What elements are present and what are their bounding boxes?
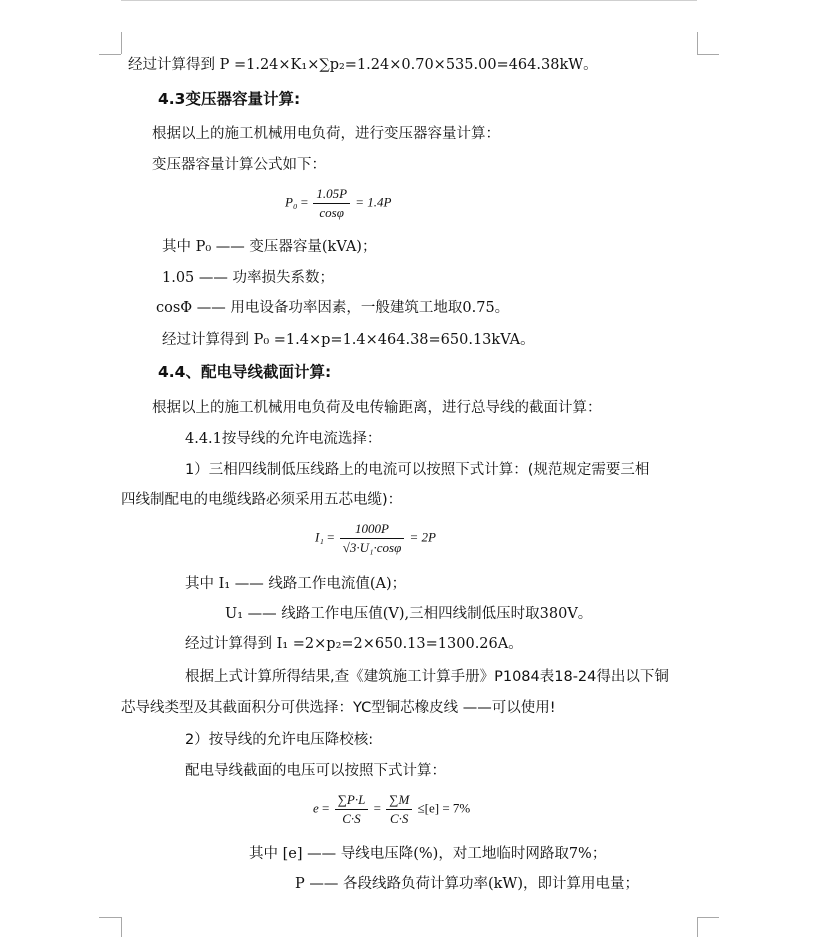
heading-4-4: 4.4、配电导线截面计算: bbox=[158, 363, 332, 381]
formula-fraction: $\frac{1.05P}{\cos\varphi}$ bbox=[313, 186, 350, 221]
crop-mark-bottom-left-v bbox=[121, 917, 122, 937]
crop-mark-top-left-v bbox=[121, 32, 122, 54]
crop-mark-top-left-h bbox=[99, 54, 121, 55]
formula-line-current: I₁ = $\frac{1000P}{\text{√3·U₁·cosφ}}$ = 2P bbox=[315, 521, 436, 555]
definition-loss-factor: 1.05 —— 功率损失系数； bbox=[162, 270, 335, 286]
formula-fraction: $\frac{\sum P\cdot L}{C\cdot S}$ bbox=[335, 792, 369, 827]
heading-4-3: 4.3变压器容量计算: bbox=[158, 90, 301, 108]
definition-e: 其中 [e] —— 导线电压降(%)，对工地临时网路取7%； bbox=[249, 846, 607, 862]
calc-result-p0: 经过计算得到 P₀ =1.4×p=1.4×464.38=650.13kVA。 bbox=[162, 332, 535, 348]
definition-p0: 其中 P₀ —— 变压器容量(kVA)； bbox=[162, 239, 377, 255]
page-top-edge bbox=[121, 0, 697, 1]
formula-transformer-capacity: P₀ = $\frac{1.05P}{\cos\varphi}$ = 1.4P bbox=[285, 186, 392, 220]
definition-u1: U₁ —— 线路工作电压值(V),三相四线制低压时取380V。 bbox=[225, 606, 593, 622]
crop-mark-bottom-left-h bbox=[99, 917, 121, 918]
definition-i1: 其中 I₁ —— 线路工作电流值(A)； bbox=[185, 576, 407, 592]
formula-fraction: $\frac{\sum M}{C\cdot S}$ bbox=[386, 792, 412, 827]
definition-cos-phi: cosΦ —— 用电设备功率因素，一般建筑工地取0.75。 bbox=[156, 300, 510, 316]
calc-result-p: 经过计算得到 P =1.24×K₁×∑p₂=1.24×0.70×535.00=464.38kW。 bbox=[128, 57, 598, 73]
crop-mark-bottom-right-v bbox=[697, 917, 698, 937]
formula-voltage-drop: e = $\frac{\sum P\cdot L}{C\cdot S}$ = $\frac{\sum M}{C\cdot S}$ ≤[e] = 7% bbox=[313, 792, 471, 826]
formula-fraction: $\frac{1000P}{\text{√3·U₁·cosφ}}$ bbox=[340, 521, 405, 556]
subheading-4-4-1: 4.4.1按导线的允许电流选择： bbox=[185, 431, 382, 447]
paragraph-handbook-2: 芯导线类型及其截面积分可供选择：YC型铜芯橡皮线 ——可以使用! bbox=[121, 700, 556, 716]
paragraph-three-phase-1: 1）三相四线制低压线路上的电流可以按照下式计算：(规范规定需要三相 bbox=[185, 462, 650, 478]
paragraph-transformer-intro: 根据以上的施工机械用电负荷，进行变压器容量计算： bbox=[152, 126, 500, 142]
crop-mark-bottom-right-h bbox=[697, 917, 719, 918]
paragraph-voltage-drop-check: 2）按导线的允许电压降校核: bbox=[185, 732, 374, 748]
crop-mark-top-right-v bbox=[697, 32, 698, 54]
paragraph-formula-intro: 变压器容量计算公式如下： bbox=[152, 157, 326, 173]
paragraph-handbook-1: 根据上式计算所得结果,查《建筑施工计算手册》P1084表18-24得出以下铜 bbox=[185, 669, 669, 685]
crop-mark-top-right-h bbox=[697, 54, 719, 55]
definition-p-load: P —— 各段线路负荷计算功率(kW)，即计算用电量； bbox=[295, 876, 639, 892]
paragraph-conductor-intro: 根据以上的施工机械用电负荷及电传输距离，进行总导线的截面计算： bbox=[152, 400, 602, 416]
paragraph-voltage-formula-intro: 配电导线截面的电压可以按照下式计算： bbox=[185, 763, 446, 779]
paragraph-three-phase-2: 四线制配电的电缆线路必须采用五芯电缆)： bbox=[121, 492, 403, 508]
calc-result-i1: 经过计算得到 I₁ =2×p₂=2×650.13=1300.26A。 bbox=[185, 636, 523, 652]
